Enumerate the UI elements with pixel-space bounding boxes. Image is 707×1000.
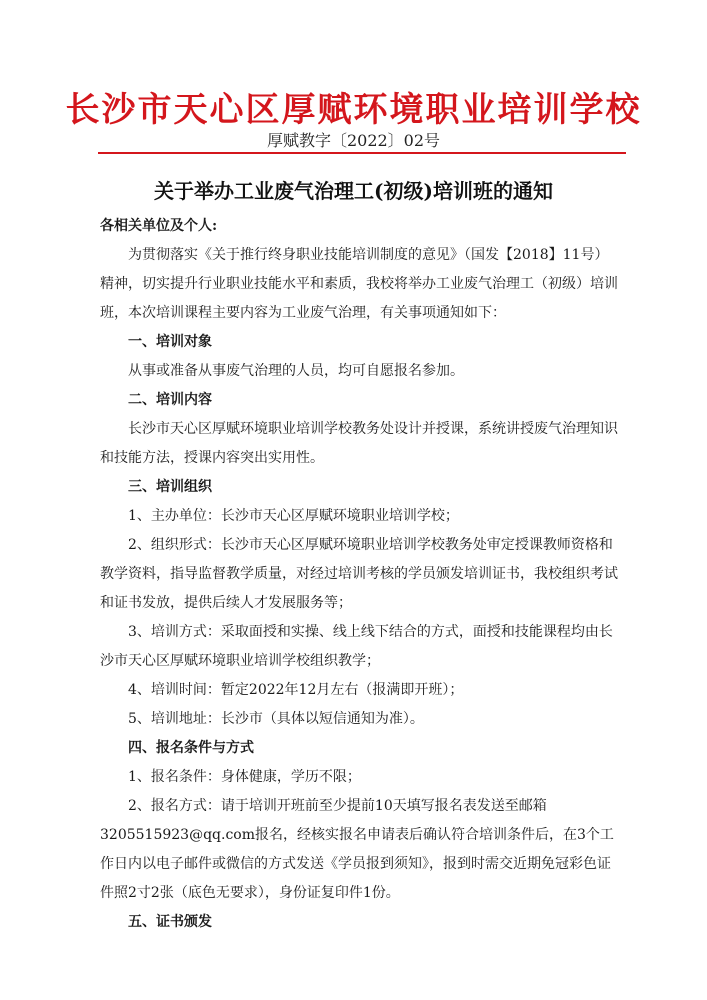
intro-paragraph: 为贯彻落实《关于推行终身职业技能培训制度的意见》（国发【2018】11号）精神，切实提升行业职业技能水平和素质，我校将举办工业废气治理工（初级）培训班，本次培训课程主要内容为工业废气治理，有关事项通知如下： (100, 247, 618, 321)
section-paragraph: 1、主办单位：长沙市天心区厚赋环境职业培训学校； (128, 508, 459, 524)
section-paragraph: 2、报名方式：请于培训开班前至少提前10天填写报名表发送至邮箱3205515923@qq.com报名，经核实报名申请表后确认符合培训条件后，在3个工作日内以电子邮件或微信的方式发送《学员报到须知》，报到时需交近期免冠彩色证件照2寸2张（底色无要求），身份证复印件1份。 (100, 798, 614, 901)
notice-title: 关于举办工业废气治理工(初级)培训班的通知 (154, 179, 553, 203)
section-paragraph: 3、培训方式：采取面授和实操、线上线下结合的方式，面授和技能课程均由长沙市天心区厚赋环境职业培训学校组织教学； (100, 624, 613, 669)
salutation: 各相关单位及个人: (100, 218, 218, 234)
section-heading: 四、报名条件与方式 (128, 740, 254, 756)
section-paragraph: 5、培训地址：长沙市（具体以短信通知为准）。 (128, 711, 424, 727)
section-paragraph: 从事或准备从事废气治理的人员，均可自愿报名参加。 (128, 363, 464, 379)
section-paragraph: 长沙市天心区厚赋环境职业培训学校教务处设计并授课，系统讲授废气治理知识和技能方法，授课内容突出实用性。 (100, 421, 618, 466)
document-number: 厚赋教字〔2022〕02号 (266, 131, 441, 150)
section-heading: 一、培训对象 (128, 334, 212, 350)
section-heading: 五、证书颁发 (128, 914, 212, 930)
organization-title: 长沙市天心区厚赋环境职业培训学校 (65, 90, 642, 130)
section-heading: 二、培训内容 (128, 392, 212, 408)
section-paragraph: 1、报名条件：身体健康，学历不限； (128, 769, 361, 785)
section-paragraph: 4、培训时间：暂定2022年12月左右（报满即开班）； (128, 682, 464, 698)
section-heading: 三、培训组织 (128, 479, 212, 495)
section-paragraph: 2、组织形式：长沙市天心区厚赋环境职业培训学校教务处审定授课教师资格和教学资料，指导监督教学质量，对经过培训考核的学员颁发培训证书，我校组织考试和证书发放，提供后续人才发展服务等； (100, 537, 618, 611)
notice-body (100, 212, 620, 937)
red-divider-line (98, 152, 626, 154)
